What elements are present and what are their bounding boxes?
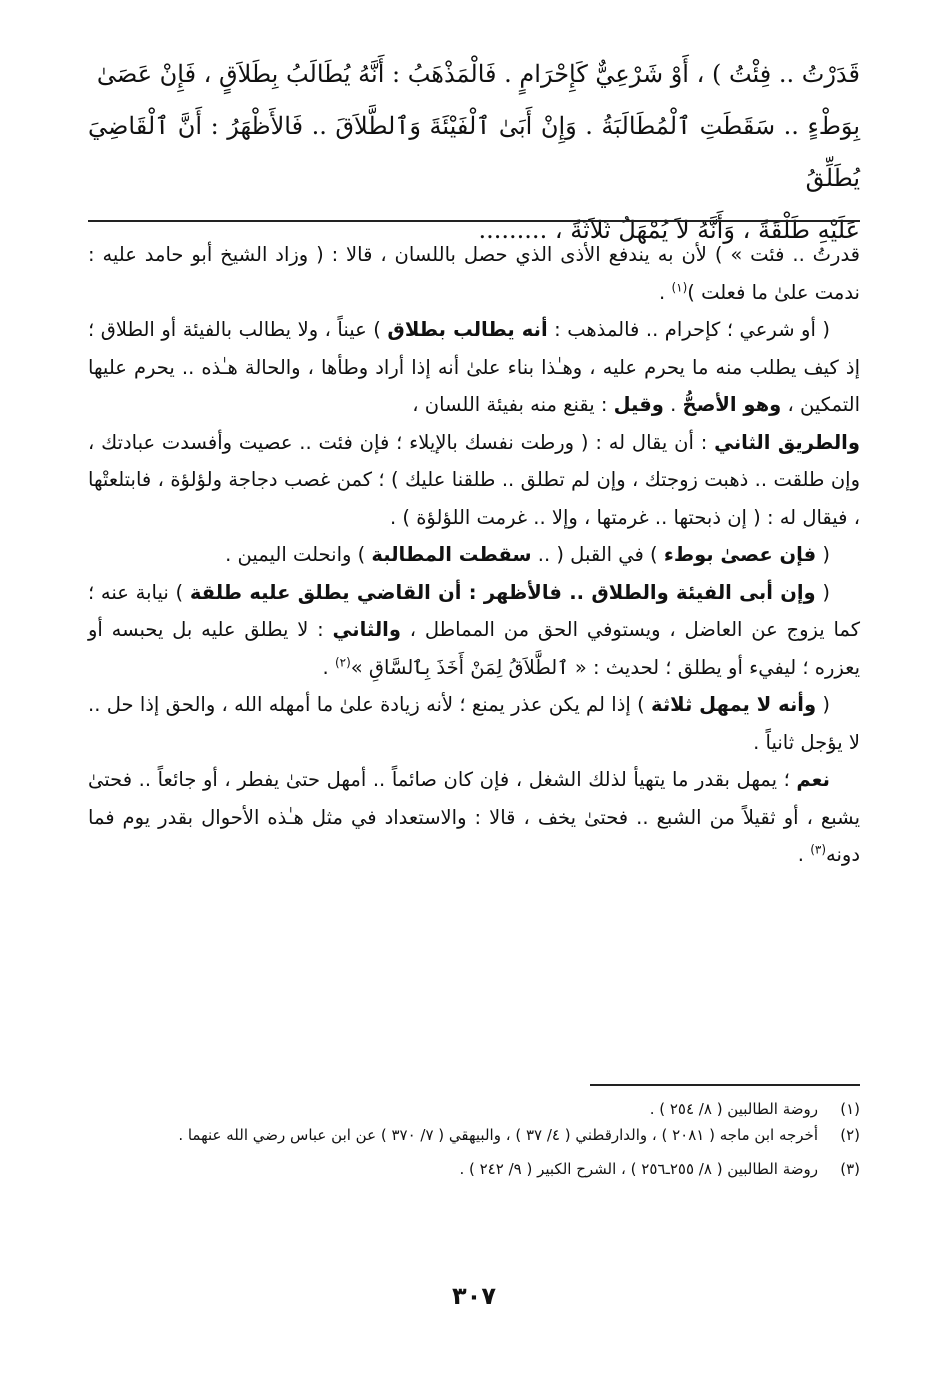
footnote-text: روضة الطالبين ( ٨/ ٢٥٤ ) . (649, 1100, 818, 1118)
commentary-text: . (322, 655, 335, 679)
commentary-text: : يقنع منه بفيئة اللسان ، (412, 393, 614, 416)
commentary-paragraph (88, 761, 860, 874)
commentary-text: . (659, 280, 672, 304)
commentary-text: ) إذا لم يكن عذر يمنع ؛ لأنه زيادة علىٰ ما أمهله الله ، والحق إذا حل .. لا يؤجل ثانياً . (88, 693, 860, 754)
commentary-paragraph (88, 686, 860, 761)
commentary-text: ( (815, 580, 830, 604)
commentary-paragraph (88, 424, 860, 537)
footnote-text: روضة الطالبين ( ٨/ ٢٥٥ـ٢٥٦ ) ، الشرح الكبير ( ٩/ ٢٤٢ ) . (459, 1160, 818, 1178)
emphasis-term: وقيل (613, 393, 664, 416)
emphasis-term: والثاني (332, 618, 401, 641)
commentary-text: ) وانحلت اليمين . (225, 543, 372, 566)
main-text-line: بِوَطْءٍ .. سَقَطَتِ ٱلْمُطَالَبَةُ . وَإِنْ أَبَىٰ ٱلْفَيْئَةَ وَٱلطَّلاَقَ .. فَالأَظْهَرُ : أَنَّ ٱلْقَاضِيَ يُطَلِّقُ (88, 112, 860, 192)
footnote-text: أخرجه ابن ماجه ( ٢٠٨١ ) ، والدارقطني ( ٤/ ٣٧ ) ، والبيهقي ( ٧/ ٣٧٠ ) عن ابن عباس رضي الله عنهما . (178, 1126, 818, 1144)
quoted-matn: وإن أبى الفيئة والطلاق .. فالأظهر : أن القاضي يطلق عليه طلقة (189, 580, 816, 604)
emphasis-term: نعم (796, 768, 830, 791)
quoted-matn: أنه يطالب بطلاق (387, 318, 548, 341)
commentary-paragraph (88, 536, 860, 574)
main-text-separator (88, 220, 860, 222)
commentary-paragraph (88, 311, 860, 424)
commentary-text: : لا يطلق عليه بل يحبسه أو يعزره ؛ ليفيء أو يطلق ؛ لحديث : « ٱلطَّلاَقُ لِمَنْ أَخَذَ بِٱلسَّاقِ » (88, 618, 860, 679)
commentary-text: ) في القبل ( .. (531, 543, 664, 566)
main-text (88, 48, 860, 256)
footnote (88, 1096, 860, 1122)
quoted-matn: وهو الأصحُّ (682, 393, 782, 416)
main-text-fragment: عَلَيْهِ طَلْقَةً ، وَأَنَّهُ لاَ يُمْهَلُ ثَلاَثَةً ، (554, 216, 860, 244)
footnote-number: (٢) (840, 1126, 860, 1144)
commentary-text: ( أو شرعي ؛ كإحرام .. فالمذهب : (547, 318, 831, 341)
commentary-text: : أن يقال له : ( ورطت نفسك بالإيلاء ؛ فإن فئت .. عصيت وأفسدت عبادتك ، وإن طلقت .. ذهبت زوجتك ، وإن لم تطلق .. طلقنا عليك ) ؛ كمن غصب دجاجة ولؤلؤة ، فابتلعتْها ، فيقال له : ( إن ذبحتها .. غرمتها ، وإلا .. غرمت اللؤلؤة ) . (88, 430, 860, 529)
commentary-text: ) نيابة عنه ؛ كما يزوج عن العاضل ، ويستوفي الحق من المماطل ، (88, 580, 860, 641)
main-text-line: قَدَرْتُ .. فِئْتُ ) ، أَوْ شَرْعِيٌّ كَإِحْرَامٍ . فَالْمَذْهَبُ : أَنَّهُ يُطَالَبُ بِطَلاَقٍ ، فَإِنْ عَصَىٰ (96, 60, 860, 88)
commentary-text: . (797, 843, 811, 866)
commentary-text: ( (816, 693, 830, 716)
quoted-matn: وأنه لا يمهل ثلاثة (651, 693, 817, 716)
commentary-text: ؛ يمهل بقدر ما يتهيأ لذلك الشغل ، فإن كان صائماً .. أمهل حتىٰ يفطر ، أو جائعاً .. فحتىٰ يشبع ، أو ثقيلاً من الشبع .. فحتىٰ يخف ، قالا : والاستعداد في مثل هـٰذه الأحوال بقدر يوم فما دونه (88, 768, 860, 866)
footnote-ref: (٢) (334, 655, 351, 669)
footnote (88, 1122, 860, 1148)
emphasis-term: والطريق الثاني (714, 430, 860, 454)
quoted-matn: سقطت المطالبة (371, 543, 532, 566)
commentary-text: قدرتُ .. فئت » ) لأن به يندفع الأذى الذي حصل باللسان ، قالا : ( وزاد الشيخ أبو حامد عليه : ندمت علىٰ ما فعلت ) (88, 243, 860, 304)
footnotes (88, 1096, 860, 1182)
quoted-matn: فإن عصىٰ بوطء (663, 543, 817, 566)
ellipsis-dots: ......... (478, 216, 548, 244)
commentary-text: ) عيناً ، ولا يطالب بالفيئة أو الطلاق ؛ إذ كيف يطلب منه ما يحرم عليه ، وهـٰذا بناء علىٰ أنه إذا أراد وطأها ، والحالة هـٰذه .. يحرم عليها التمكين ، (88, 318, 860, 416)
footnote-ref: (٣) (810, 842, 827, 857)
footnote-number: (٣) (840, 1160, 860, 1178)
book-page (88, 48, 860, 1348)
footnote-number: (١) (840, 1100, 860, 1118)
commentary-paragraph (88, 574, 860, 687)
footnote-separator (590, 1084, 860, 1086)
commentary-paragraph (88, 236, 860, 311)
commentary-text: ( (816, 543, 830, 566)
commentary-text: . (663, 393, 683, 416)
footnote-ref: (١) (671, 280, 688, 294)
page-number: ٣٠٧ (452, 1282, 496, 1310)
footnote (88, 1156, 860, 1182)
commentary (88, 236, 860, 874)
